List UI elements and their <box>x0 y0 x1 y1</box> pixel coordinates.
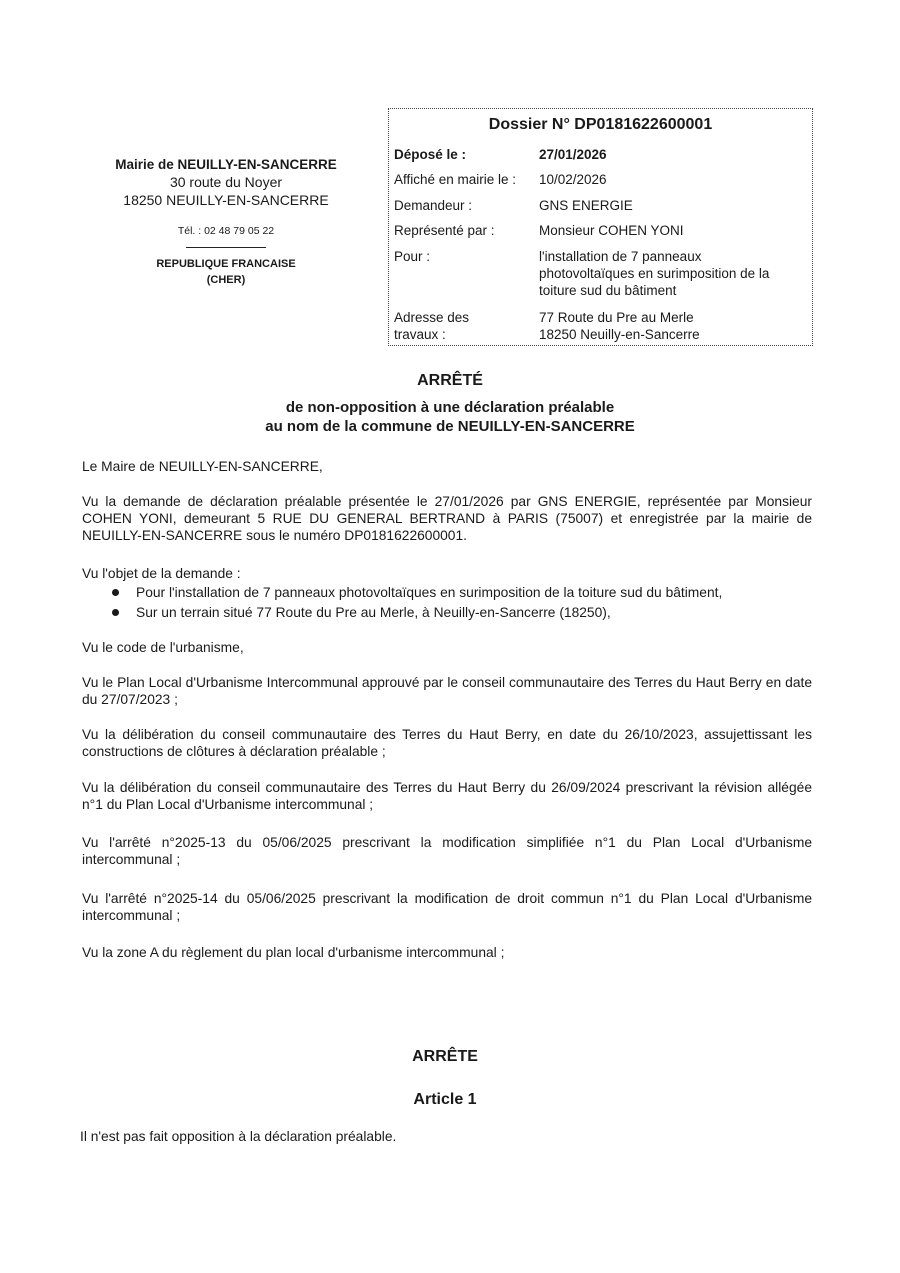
mairie-address-line1: 30 route du Noyer <box>169 174 283 190</box>
mairie-telephone: Tél. : 02 48 79 05 22 <box>177 225 275 237</box>
header-divider <box>186 247 266 248</box>
vu-plui-paragraph: Vu le Plan Local d'Urbanisme Intercommunal approuvé par le conseil communautaire des Terres du Haut Berry en date du 27/07/2023 ; <box>82 675 812 707</box>
intro-paragraph: Le Maire de NEUILLY-EN-SANCERRE, <box>82 459 323 474</box>
arrete-subtitle-2: au nom de la commune de NEUILLY-EN-SANCERRE <box>265 418 635 435</box>
vu-delib-clotures-paragraph: Vu la délibération du conseil communautaire des Terres du Haut Berry, en date du 26/10/2023, assujettissant les constructions de clôtures à déclaration préalable ; <box>82 727 812 759</box>
vu-zone-paragraph: Vu la zone A du règlement du plan local d'urbanisme intercommunal ; <box>82 945 505 960</box>
vu-arrete-13-paragraph: Vu l'arrêté n°2025-13 du 05/06/2025 prescrivant la modification simplifiée n°1 du Plan Local d'Urbanisme intercommunal ; <box>82 835 812 867</box>
adresse-line: 18250 Neuilly-en-Sancerre <box>539 327 700 342</box>
list-item <box>112 604 611 621</box>
arrete-title <box>0 371 900 436</box>
affiche-label: Affiché en mairie le : <box>394 172 517 187</box>
affiche-value: 10/02/2026 <box>539 172 607 187</box>
vu-arrete-14-paragraph: Vu l'arrêté n°2025-14 du 05/06/2025 prescrivant la modification de droit commun n°1 du Plan Local d'Urbanisme intercommunal ; <box>82 891 812 923</box>
pour-label: Pour : <box>394 249 431 264</box>
depose-label: Déposé le : <box>394 147 467 162</box>
represente-label: Représenté par : <box>394 223 495 238</box>
bullet-icon <box>112 609 119 616</box>
arrete-heading: ARRÊTÉ <box>417 372 483 389</box>
arrete-decision-heading: ARRÊTE <box>412 1048 478 1065</box>
mairie-header <box>95 156 357 288</box>
represente-value: Monsieur COHEN YONI <box>539 223 684 238</box>
adresse-line: 77 Route du Pre au Merle <box>539 310 694 325</box>
dossier-number: Dossier N° DP0181622600001 <box>488 116 713 133</box>
pour-value <box>539 248 809 299</box>
list-item <box>112 584 722 601</box>
list-item-text: Sur un terrain situé 77 Route du Pre au Merle, à Neuilly-en-Sancerre (18250), <box>136 605 611 620</box>
vu-objet-paragraph: Vu l'objet de la demande : <box>82 566 241 581</box>
demandeur-value: GNS ENERGIE <box>539 198 633 213</box>
adresse-value <box>539 309 809 343</box>
mairie-name: Mairie de NEUILLY-EN-SANCERRE <box>115 157 337 172</box>
article-1-heading: Article 1 <box>413 1091 477 1108</box>
pour-line: l'installation de 7 panneaux <box>539 249 702 264</box>
republique-label: REPUBLIQUE FRANCAISE <box>156 258 296 270</box>
vu-demande-paragraph: Vu la demande de déclaration préalable présentée le 27/01/2026 par GNS ENERGIE, représentée par Monsieur COHEN YONI, demeurant 5 RUE DU GENERAL BERTRAND à PARIS (75007) et enregistrée par la mairie de NEUILLY-EN-SANCERRE sous le numéro DP0181622600001. <box>82 494 812 543</box>
departement-label: (CHER) <box>206 274 246 286</box>
bullet-icon <box>112 589 119 596</box>
depose-value: 27/01/2026 <box>539 147 607 162</box>
article-1-text: Il n'est pas fait opposition à la déclaration préalable. <box>80 1129 397 1144</box>
pour-line: toiture sud du bâtiment <box>539 283 677 298</box>
adresse-label <box>394 309 469 343</box>
adresse-label-line: travaux : <box>394 327 446 342</box>
dossier-box <box>388 108 813 346</box>
arrete-subtitle-1: de non-opposition à une déclaration préalable <box>285 399 615 416</box>
list-item-text: Pour l'installation de 7 panneaux photovoltaïques en surimposition de la toiture sud du bâtiment, <box>136 585 723 600</box>
vu-delib-revision-paragraph: Vu la délibération du conseil communautaire des Terres du Haut Berry du 26/09/2024 prescrivant la révision allégée n°1 du Plan Local d'Urbanisme intercommunal ; <box>82 780 812 812</box>
vu-code-paragraph: Vu le code de l'urbanisme, <box>82 640 244 655</box>
adresse-label-line: Adresse des <box>394 310 470 325</box>
pour-line: photovoltaïques en surimposition de la <box>539 266 770 281</box>
demandeur-label: Demandeur : <box>394 198 473 213</box>
mairie-address-line2: 18250 NEUILLY-EN-SANCERRE <box>123 192 329 208</box>
